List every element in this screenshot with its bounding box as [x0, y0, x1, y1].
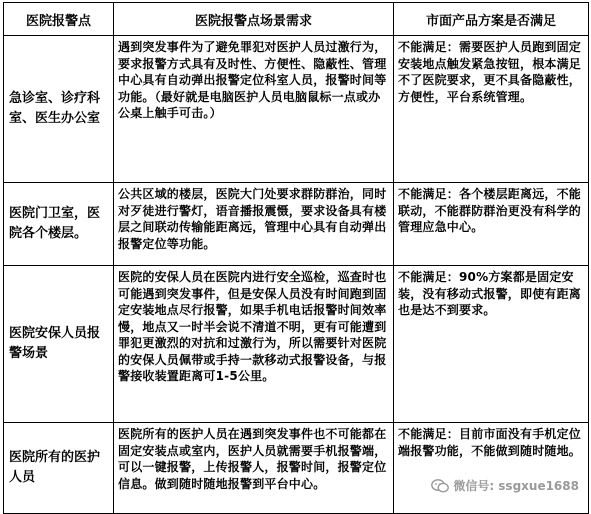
table-row: [4, 266, 589, 423]
cell-location: 医院所有的医护人员: [4, 423, 114, 514]
cell-requirement: 遇到突发事件为了避免罪犯对医护人员过激行为，要求报警方式具有及时性、方便性、隐蔽性、管理中心具有自动弹出报警定位科室人员，报警时间等功能。（最好就是电脑医护人员电脑鼠标一点或办公桌上触手可击。）: [114, 36, 394, 183]
cell-evaluation: 不能满足：90%方案都是固定安装，没有移动式报警，即使有距离也是达不到要求。: [394, 266, 589, 423]
cell-location: 医院安保人员报警场景: [4, 266, 114, 423]
cell-evaluation: 不能满足：各个楼层距离远，不能联动，不能群防群治更没有科学的管理应急中心。: [394, 183, 589, 266]
cell-evaluation: 不能满足：目前市面没有手机定位端报警功能，不能做到随时随地。: [394, 423, 589, 514]
cell-evaluation: 不能满足：需要医护人员跑到固定安装地点触发紧急按钮，根本满足不了医院要求，更不具备隐蔽性，方便性，平台系统管理。: [394, 36, 589, 183]
requirements-table: [3, 2, 589, 514]
cell-requirement: 医院所有的医护人员在遇到突发事件也不可能都在固定安装点或室内，医护人员就需要手机报警端，可以一键报警，上传报警人，报警时间，报警定位信息。做到随时随地报警到平台中心。: [114, 423, 394, 514]
cell-location: 急诊室、诊疗科室、医生办公室: [4, 36, 114, 183]
wechat-icon: [431, 479, 449, 493]
cell-requirement: 医院的安保人员在医院内进行安全巡检，巡查时也可能遇到突发事件，但是安保人员没有时间跑到固定安装地点尽行报警，如果手机电话报警时间效率慢，地点又一时半会说不清道不明，更有可能遭到罪犯更激烈的对抗和过激行为，所以需要针对医院的安保人员佩带或手持一款移动式报警设备，与报警接收装置距离可1-5公里。: [114, 266, 394, 423]
wechat-watermark: [431, 477, 579, 494]
header-requirement: 医院报警点场景需求: [114, 3, 394, 36]
cell-location: 医院门卫室，医院各个楼层。: [4, 183, 114, 266]
table-row: [4, 423, 589, 514]
table-row: [4, 36, 589, 183]
cell-requirement: 公共区域的楼层，医院大门处要求群防群治，同时对歹徒进行警灯，语音播报震慑，要求设备具有楼层之间联动传输能距离远，管理中心具有自动弹出报警定位等功能。: [114, 183, 394, 266]
header-evaluation: 市面产品方案是否满足: [394, 3, 589, 36]
table-header-row: [4, 3, 589, 36]
header-location: 医院报警点: [4, 3, 114, 36]
watermark-text: 微信号: ssgxue1688: [453, 479, 579, 493]
table-row: [4, 183, 589, 266]
